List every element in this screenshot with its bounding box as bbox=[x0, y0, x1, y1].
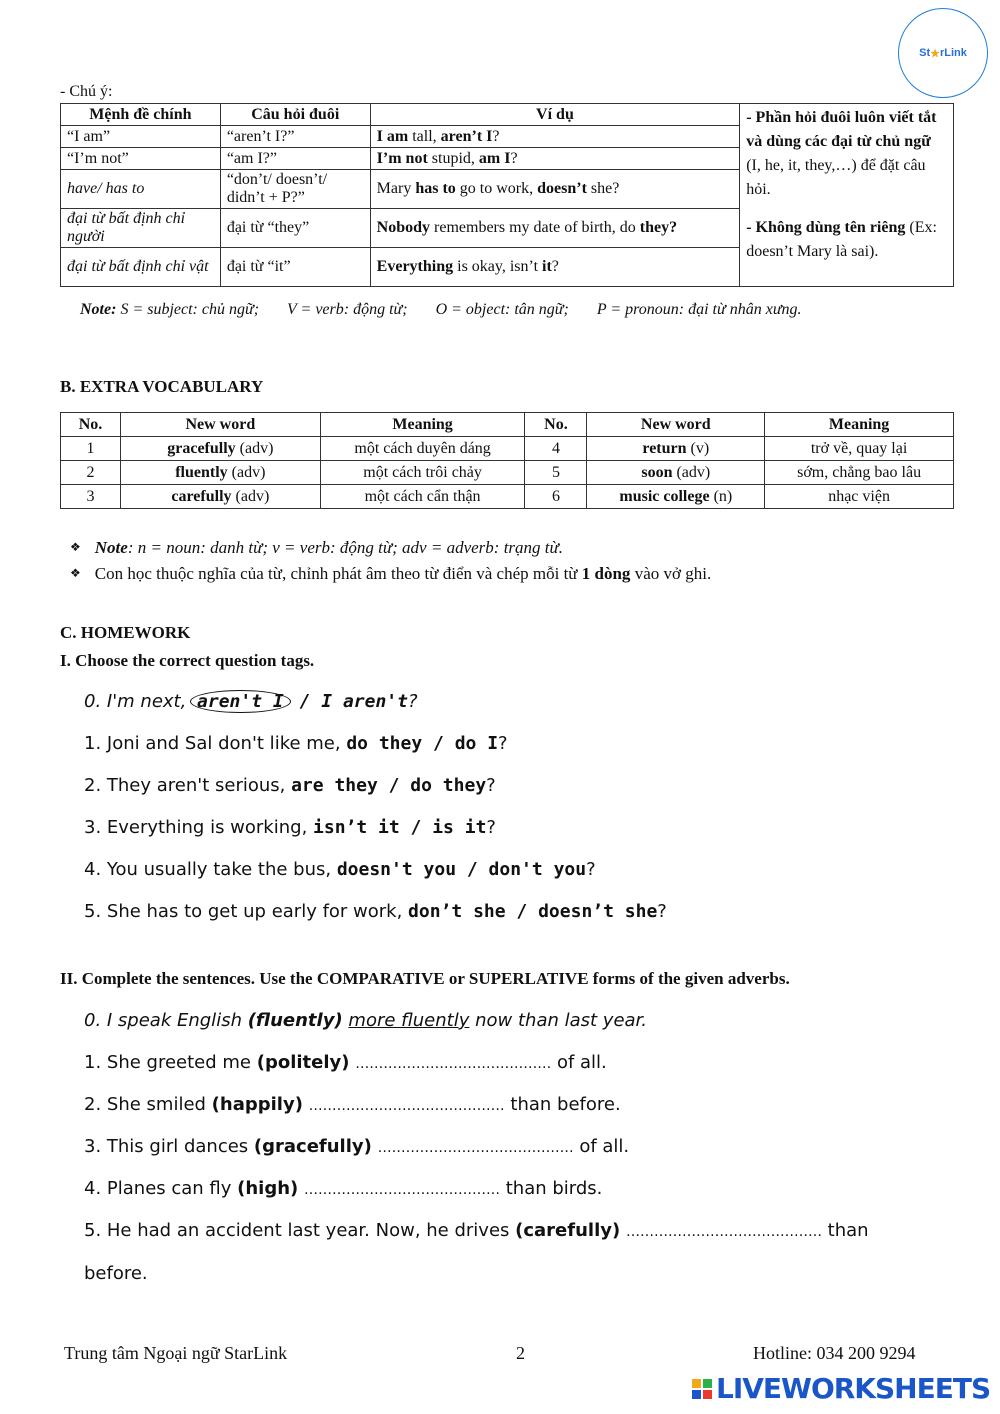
header-meaning: Meaning bbox=[765, 413, 954, 437]
given-adverb: (happily) bbox=[211, 1094, 303, 1115]
question-3[interactable] bbox=[84, 817, 496, 838]
sentence-4 bbox=[84, 1178, 602, 1199]
vocab-word bbox=[587, 485, 765, 509]
circled-answer bbox=[190, 690, 291, 713]
main-clause-cell: “I am” bbox=[61, 126, 221, 148]
bullet-label: Note bbox=[94, 538, 128, 557]
question-1[interactable] bbox=[84, 733, 508, 754]
vocab-word bbox=[120, 437, 320, 461]
example-cell bbox=[370, 209, 740, 248]
side-note bbox=[740, 104, 954, 287]
example-part: ? bbox=[492, 127, 500, 145]
abbreviation-note bbox=[80, 301, 802, 319]
note-text: S = subject: chủ ngữ; V = verb: động từ; O = object: tân ngữ; P = pronoun: đại từ nhân xưng. bbox=[116, 301, 802, 318]
answer-blank[interactable]: …………………………………… bbox=[304, 1182, 501, 1198]
vocab-word bbox=[587, 461, 765, 485]
vocab-word bbox=[120, 485, 320, 509]
answer-blank[interactable]: …………………………………… bbox=[377, 1140, 574, 1156]
footer-center-name: Trung tâm Ngoại ngữ StarLink bbox=[64, 1343, 288, 1363]
example-part: it bbox=[542, 258, 552, 275]
header-main-clause: Mệnh đề chính bbox=[61, 104, 221, 126]
vocab-number: 1 bbox=[61, 437, 121, 461]
example-part: I’m not bbox=[376, 149, 428, 167]
example-part: they? bbox=[639, 219, 678, 236]
vocab-number: 4 bbox=[525, 437, 587, 461]
question-text: 2. They aren't serious, bbox=[84, 775, 292, 796]
part-2-title: II. Complete the sentences. Use the COMPARATIVE or SUPERLATIVE forms of the given adverbs. bbox=[60, 969, 790, 988]
example-part: ? bbox=[551, 258, 559, 275]
sentence-text: 2. She smiled bbox=[84, 1094, 212, 1115]
header-meaning: Meaning bbox=[320, 413, 525, 437]
liveworksheets-watermark bbox=[692, 1372, 990, 1405]
given-adverb: (gracefully) bbox=[253, 1136, 372, 1157]
question-text: ? bbox=[586, 859, 596, 880]
section-c-title: C. HOMEWORK bbox=[60, 623, 191, 642]
table-row bbox=[61, 437, 954, 461]
header-no: No. bbox=[61, 413, 121, 437]
given-adverb: (high) bbox=[237, 1178, 299, 1199]
vocab-meaning: sớm, chẳng bao lâu bbox=[765, 461, 954, 485]
question-tag-table bbox=[60, 103, 954, 287]
sentence-text: of all. bbox=[573, 1136, 630, 1157]
answer-blank[interactable]: …………………………………… bbox=[355, 1056, 552, 1072]
header-example: Ví dụ bbox=[370, 104, 740, 126]
side-note-rule-2-detail: (Ex: doesn’t Mary là sai). bbox=[746, 219, 937, 260]
example-part: she? bbox=[586, 180, 620, 197]
sentence-text: of all. bbox=[551, 1052, 607, 1073]
answer-blank[interactable]: …………………………………… bbox=[308, 1098, 505, 1114]
example-part: Everything bbox=[376, 258, 454, 275]
example-cell bbox=[370, 126, 740, 148]
example-part: Mary bbox=[376, 180, 416, 197]
options[interactable]: do they / do I bbox=[346, 733, 499, 754]
question-text: 0. I'm next, bbox=[84, 691, 193, 712]
word-type: (adv) bbox=[227, 463, 266, 481]
bullet-text: : n = noun: danh từ; v = verb: động từ; adv = adverb: trạng từ. bbox=[127, 538, 564, 557]
side-note-rule-1-detail: (I, he, it, they,…) để đặt câu hỏi. bbox=[746, 157, 926, 198]
example-part: tall, bbox=[408, 127, 441, 145]
word: soon bbox=[641, 463, 673, 481]
header-new-word: New word bbox=[587, 413, 765, 437]
given-adverb: (fluently) bbox=[247, 1010, 343, 1031]
given-adverb: (carefully) bbox=[515, 1220, 621, 1241]
main-clause-cell bbox=[61, 248, 221, 287]
options[interactable]: don’t she / doesn’t she bbox=[408, 901, 658, 922]
sentence-text: 5. He had an accident last year. Now, he drives bbox=[84, 1220, 516, 1241]
question-text: ? bbox=[486, 817, 496, 838]
word-type: (adv) bbox=[231, 487, 270, 505]
example-cell bbox=[370, 170, 740, 209]
sentence-3 bbox=[84, 1136, 629, 1157]
bullet-bold: 1 dòng bbox=[581, 564, 631, 583]
main-clause-cell bbox=[61, 170, 221, 209]
option: aren't I bbox=[197, 691, 284, 712]
main-clause-text: đại từ bất định chỉ vật bbox=[67, 258, 209, 275]
tag-cell: “am I?” bbox=[220, 148, 370, 170]
word: carefully bbox=[171, 487, 232, 505]
example-cell bbox=[370, 248, 740, 287]
sentence-text: than birds. bbox=[500, 1178, 603, 1199]
options[interactable]: are they / do they bbox=[291, 775, 487, 796]
vocab-header-row bbox=[61, 413, 954, 437]
sentence-text: 1. She greeted me bbox=[84, 1052, 257, 1073]
bullet-text: Con học thuộc nghĩa của từ, chỉnh phát âm theo từ điển và chép mỗi từ bbox=[94, 564, 582, 583]
example-part: am I bbox=[478, 149, 511, 167]
sentence-5 bbox=[84, 1220, 869, 1241]
example-part: has to bbox=[415, 180, 456, 197]
table-row bbox=[61, 461, 954, 485]
logo-text-b: rLink bbox=[939, 47, 967, 59]
word: gracefully bbox=[167, 439, 236, 457]
note-title: - Chú ý: bbox=[60, 83, 113, 100]
liveworksheets-logo-icon bbox=[692, 1379, 712, 1399]
bullet-text: vào vở ghi. bbox=[630, 564, 712, 583]
question-text: ? bbox=[486, 775, 496, 796]
question-text: ? bbox=[498, 733, 508, 754]
sentence-text: 3. This girl dances bbox=[84, 1136, 254, 1157]
question-text: 5. She has to get up early for work, bbox=[84, 901, 409, 922]
sentence-text: 4. Planes can fly bbox=[84, 1178, 238, 1199]
logo-star-icon: ★ bbox=[930, 47, 940, 60]
word-type: (n) bbox=[709, 487, 733, 505]
word: music college bbox=[619, 487, 710, 505]
sentence-1 bbox=[84, 1052, 607, 1073]
example-part: ? bbox=[510, 149, 518, 167]
tag-cell: “aren’t I?” bbox=[220, 126, 370, 148]
word: return bbox=[642, 439, 687, 457]
note-label: Note: bbox=[80, 301, 117, 318]
question-text: 3. Everything is working, bbox=[84, 817, 314, 838]
watermark-text: LIVEWORKSHEETS bbox=[716, 1372, 991, 1405]
answer-blank[interactable]: …………………………………… bbox=[625, 1224, 822, 1240]
option: I aren't bbox=[321, 691, 408, 712]
example-part: stupid, bbox=[427, 149, 479, 167]
question-4[interactable] bbox=[84, 859, 596, 880]
starlink-logo bbox=[898, 8, 988, 98]
example-part: doesn’t bbox=[537, 180, 587, 197]
sentence-0 bbox=[84, 1010, 647, 1031]
logo-text-a: St bbox=[919, 47, 931, 59]
sentence-2 bbox=[84, 1094, 621, 1115]
main-clause-text: đại từ bất định chỉ người bbox=[67, 210, 186, 245]
header-no: No. bbox=[525, 413, 587, 437]
main-clause-cell bbox=[61, 209, 221, 248]
vocab-word bbox=[587, 437, 765, 461]
given-adverb: (politely) bbox=[256, 1052, 350, 1073]
example-part: remembers my date of birth, do bbox=[430, 219, 640, 236]
example-part: go to work, bbox=[455, 180, 538, 197]
vocab-meaning: một cách trôi chảy bbox=[320, 461, 525, 485]
sentence-5-continued: before. bbox=[84, 1263, 148, 1284]
word-type: (adv) bbox=[235, 439, 274, 457]
word: fluently bbox=[175, 463, 228, 481]
page-number: 2 bbox=[516, 1343, 525, 1363]
question-text: ? bbox=[657, 901, 667, 922]
vocab-meaning: trở về, quay lại bbox=[765, 437, 954, 461]
example-part: Nobody bbox=[376, 219, 431, 236]
word-type: (v) bbox=[686, 439, 710, 457]
tag-cell: đại từ “they” bbox=[220, 209, 370, 248]
vocab-number: 6 bbox=[525, 485, 587, 509]
vocab-meaning: một cách cẩn thận bbox=[320, 485, 525, 509]
example-part: I am bbox=[376, 127, 409, 145]
question-0 bbox=[84, 691, 418, 712]
sentence-text: 0. I speak English bbox=[84, 1010, 248, 1031]
main-clause-text: have/ has to bbox=[67, 180, 145, 197]
sentence-text: than before. bbox=[504, 1094, 621, 1115]
diamond-bullet-icon: ❖ bbox=[70, 566, 81, 580]
sentence-text: than bbox=[821, 1220, 869, 1241]
table-header-row bbox=[61, 104, 954, 126]
header-new-word: New word bbox=[120, 413, 320, 437]
vocab-meaning: một cách duyên dáng bbox=[320, 437, 525, 461]
vocab-number: 5 bbox=[525, 461, 587, 485]
bullet-instruction bbox=[70, 564, 711, 584]
section-b-title: B. EXTRA VOCABULARY bbox=[60, 377, 264, 396]
bullet-note bbox=[70, 538, 563, 558]
side-note-rule-1: - Phần hỏi đuôi luôn viết tắt và dùng các đại từ chủ ngữ bbox=[746, 109, 937, 150]
question-5[interactable] bbox=[84, 901, 667, 922]
question-text: 4. You usually take the bus, bbox=[84, 859, 337, 880]
sentence-text: now than last year. bbox=[469, 1010, 648, 1031]
header-tag: Câu hỏi đuôi bbox=[220, 104, 370, 126]
example-part: is okay, isn’t bbox=[453, 258, 543, 275]
table-row bbox=[61, 485, 954, 509]
question-text: ? bbox=[407, 691, 418, 712]
example-part: aren’t I bbox=[440, 127, 493, 145]
side-note-rule-2: - Không dùng tên riêng bbox=[746, 219, 906, 236]
vocab-word bbox=[120, 461, 320, 485]
vocab-number: 3 bbox=[61, 485, 121, 509]
option-separator: / bbox=[288, 691, 322, 712]
part-1-title: I. Choose the correct question tags. bbox=[60, 651, 315, 670]
options[interactable]: isn’t it / is it bbox=[313, 817, 487, 838]
example-answer: more fluently bbox=[348, 1010, 470, 1031]
footer-hotline: Hotline: 034 200 9294 bbox=[753, 1343, 916, 1363]
options[interactable]: doesn't you / don't you bbox=[336, 859, 587, 880]
main-clause-cell: “I’m not” bbox=[61, 148, 221, 170]
vocab-meaning: nhạc viện bbox=[765, 485, 954, 509]
word-type: (adv) bbox=[672, 463, 711, 481]
tag-cell: đại từ “it” bbox=[220, 248, 370, 287]
example-cell bbox=[370, 148, 740, 170]
tag-cell: “don’t/ doesn’t/ didn’t + P?” bbox=[220, 170, 370, 209]
diamond-bullet-icon: ❖ bbox=[70, 540, 81, 554]
question-text: 1. Joni and Sal don't like me, bbox=[84, 733, 347, 754]
vocabulary-table bbox=[60, 412, 954, 509]
vocab-number: 2 bbox=[61, 461, 121, 485]
question-2[interactable] bbox=[84, 775, 496, 796]
